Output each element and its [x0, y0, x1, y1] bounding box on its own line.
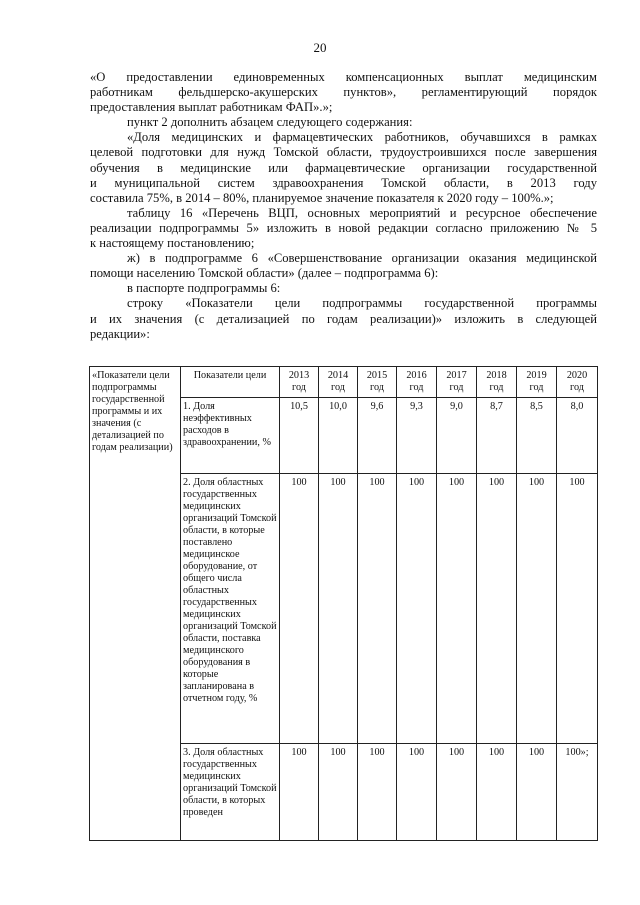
paragraph-1-line-3: предоставления выплат работникам ФАП».»; [90, 100, 333, 115]
value-cell: 100 [358, 744, 397, 841]
value-cell: 100 [397, 744, 437, 841]
year-number: 2019 [526, 370, 547, 381]
value-cell: 10,5 [280, 398, 319, 474]
header-year-2015 [358, 367, 397, 398]
paragraph-3-line-1: «Доля медицинских и фармацевтических работников, обучавшихся в рамках [127, 130, 597, 145]
paragraph-7-line-1: строку «Показатели цели подпрограммы государственной программы [127, 296, 597, 311]
value-cell: 100»; [557, 744, 598, 841]
year-number: 2017 [446, 370, 467, 381]
header-indicator-name: Показатели цели [181, 367, 280, 398]
paragraph-2: пункт 2 дополнить абзацем следующего содержания: [127, 115, 413, 130]
year-number: 2014 [327, 370, 349, 381]
year-word: год [370, 382, 384, 393]
paragraph-5-line-1: ж) в подпрограмме 6 «Совершенствование организации оказания медицинской [127, 251, 597, 266]
side-label-cell: «Показатели цели подпрограммы государственной программы и их значения (с детализацией по годам реализации) [90, 367, 181, 841]
value-cell: 100 [557, 474, 598, 744]
paragraph-3-line-5: составила 75%, в 2014 – 80%, планируемое значение показателя к 2020 году – 100%.»; [90, 190, 554, 205]
year-word: год [409, 382, 424, 393]
year-number: 2016 [406, 370, 427, 381]
value-cell: 100 [437, 474, 477, 744]
value-cell: 8,5 [517, 398, 557, 474]
value-cell: 10,0 [319, 398, 358, 474]
header-year-2018 [477, 367, 517, 398]
paragraph-3-line-2: целевой подготовки для нужд Томской области, трудоустроившихся после завершения [90, 145, 597, 160]
paragraph-1-line-1: «О предоставлении единовременных компенсационных выплат медицинским [90, 70, 597, 84]
value-cell: 100 [280, 474, 319, 744]
value-cell: 100 [437, 744, 477, 841]
value-cell: 100 [517, 744, 557, 841]
value-cell: 9,0 [437, 398, 477, 474]
paragraph-3-line-4: и муниципальной систем здравоохранения Томской области, в 2013 году [90, 175, 597, 190]
value-cell: 9,3 [397, 398, 437, 474]
year-word: год [331, 382, 345, 393]
paragraph-7-line-2: и их значения (с детализацией по годам реализации)» изложить в следующей [90, 311, 597, 326]
table-header-row [90, 367, 598, 398]
year-number: 2020 [566, 370, 588, 381]
value-cell: 100 [477, 474, 517, 744]
value-cell: 9,6 [358, 398, 397, 474]
indicator-name: 1. Доля неэффективных расходов в здравоохранении, % [181, 398, 280, 474]
year-word: год [529, 382, 544, 393]
header-year-2016 [397, 367, 437, 398]
value-cell: 8,0 [557, 398, 598, 474]
indicators-table [89, 366, 598, 841]
paragraph-1-line-2: работникам фельдшерско-акушерских пунктов», регламентирующий порядок [90, 85, 597, 100]
header-year-2017 [437, 367, 477, 398]
value-cell: 100 [280, 744, 319, 841]
year-number: 2013 [288, 370, 310, 381]
header-year-2019 [517, 367, 557, 398]
value-cell: 100 [319, 474, 358, 744]
year-word: год [489, 382, 504, 393]
header-year-2020 [557, 367, 598, 398]
paragraph-4-line-1: таблицу 16 «Перечень ВЦП, основных мероприятий и ресурсное обеспечение [127, 205, 597, 220]
paragraph-4-line-3: к настоящему постановлению; [90, 236, 255, 251]
page-number: 20 [313, 40, 327, 55]
indicator-name: 2. Доля областных государственных медицинских организаций Томской области, в которые поставлено медицинское оборудование, от общего числа областных государственных медицинских организаций Томской области, поставка медицинского оборудования в которые запланирована в отчетном году, % [181, 474, 280, 744]
value-cell: 100 [319, 744, 358, 841]
header-year-2013 [280, 367, 319, 398]
year-number: 2018 [486, 370, 507, 381]
value-cell: 100 [358, 474, 397, 744]
value-cell: 100 [477, 744, 517, 841]
indicator-name: 3. Доля областных государственных медицинских организаций Томской области, в которых проведен [181, 744, 280, 841]
body-text [90, 70, 597, 342]
year-word: год [292, 382, 306, 393]
paragraph-3-line-3: обучения в медицинские или фармацевтические организации государственной [90, 160, 597, 175]
paragraph-7-line-3: редакции»: [90, 326, 150, 341]
value-cell: 100 [517, 474, 557, 744]
paragraph-5-line-2: помощи населению Томской области» (далее – подпрограмма 6): [90, 266, 439, 281]
value-cell: 100 [397, 474, 437, 744]
paragraph-4-line-2: реализации подпрограммы 5» изложить в новой редакции согласно приложению № 5 [90, 220, 597, 235]
year-word: год [449, 382, 464, 393]
paragraph-6: в паспорте подпрограммы 6: [127, 281, 281, 296]
header-year-2014 [319, 367, 358, 398]
year-number: 2015 [366, 370, 388, 381]
value-cell: 8,7 [477, 398, 517, 474]
year-word: год [570, 382, 584, 393]
